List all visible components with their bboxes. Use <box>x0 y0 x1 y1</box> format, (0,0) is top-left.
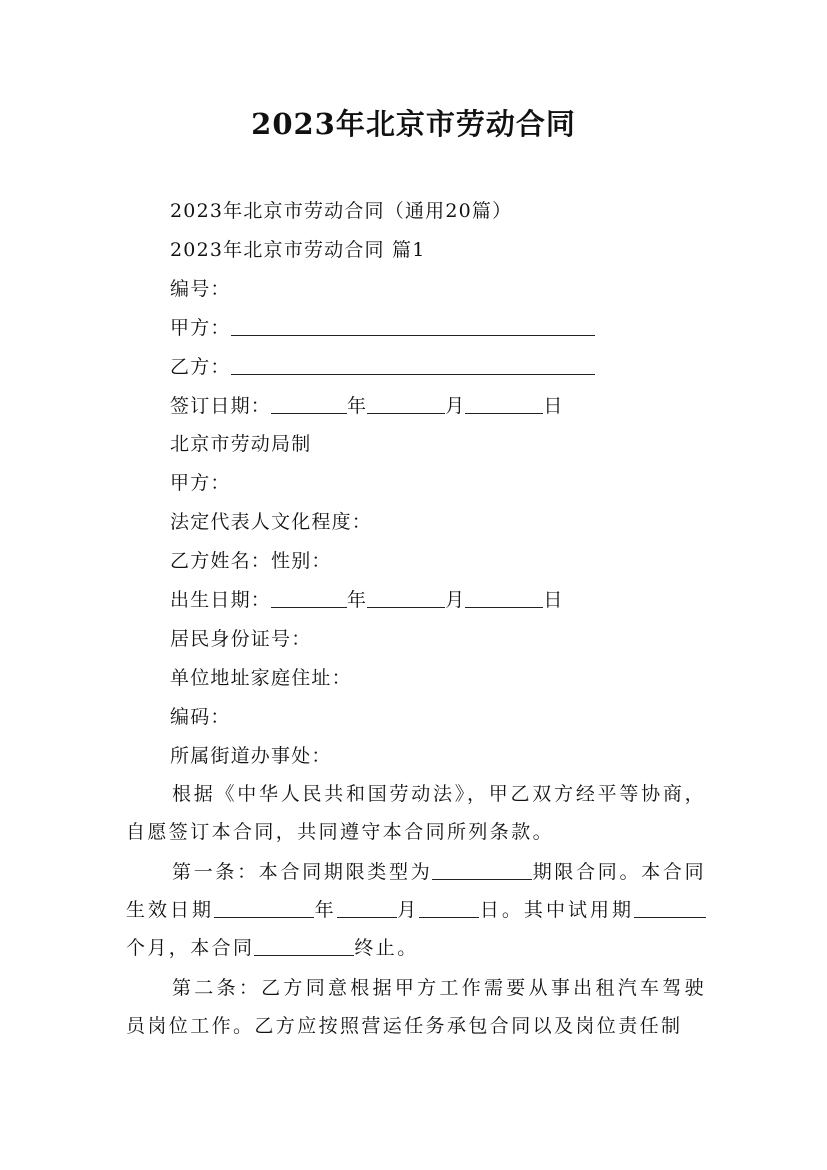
birth-year-text: 年 <box>347 589 368 611</box>
art1-day-blank <box>419 899 479 918</box>
legal-representative: 法定代表人文化程度： <box>170 511 373 533</box>
party-a-label-2: 甲方： <box>170 472 231 494</box>
birth-date-line <box>170 587 564 613</box>
sign-month-text: 月 <box>445 395 466 417</box>
party-b-label: 乙方： <box>170 356 231 378</box>
birth-day-blank <box>465 589 543 608</box>
subtitle: 2023年北京市劳动合同（通用20篇） <box>170 200 513 222</box>
art1-month-blank <box>337 899 397 918</box>
number-label: 编号： <box>170 278 231 300</box>
article-2-paragraph: 第二条：乙方同意根据甲方工作需要从事出租汽车驾驶员岗位工作。乙方应按照营运任务承包合同以及岗位责任制 <box>126 977 706 1037</box>
party-b-name-gender: 乙方姓名：性别： <box>170 550 332 572</box>
art1-part5: 日。其中试用期 <box>479 899 634 921</box>
art1-part3: 年 <box>314 899 337 921</box>
art1-part4: 月 <box>396 899 420 921</box>
party-b-blank <box>231 356 595 375</box>
art1-part7: 终止。 <box>354 937 419 959</box>
issuer: 北京市劳动局制 <box>170 433 312 455</box>
birth-month-blank <box>367 589 445 608</box>
art1-type-blank <box>432 861 532 880</box>
sign-day-text: 日 <box>543 395 564 417</box>
address-label: 单位地址家庭住址： <box>170 667 352 689</box>
birth-day-text: 日 <box>543 589 564 611</box>
birth-year-blank <box>271 589 347 608</box>
chapter-heading: 2023年北京市劳动合同 篇1 <box>170 239 426 261</box>
art1-part1: 第一条：本合同期限类型为 <box>172 861 433 883</box>
postcode-label: 编码： <box>170 706 231 728</box>
sign-month-blank <box>367 395 445 414</box>
sign-date-label: 签订日期： <box>170 395 272 417</box>
birth-month-text: 月 <box>445 589 466 611</box>
party-a-label: 甲方： <box>170 317 231 339</box>
art1-part2: 期限合同。本合同生效日期 <box>126 861 707 921</box>
sign-year-blank <box>271 395 347 414</box>
art1-end-blank <box>254 937 354 956</box>
birth-date-label: 出生日期： <box>170 589 272 611</box>
sign-date-line <box>170 393 564 419</box>
art1-part6: 个月，本合同 <box>126 937 255 959</box>
id-number-label: 居民身份证号： <box>170 628 312 650</box>
subdistrict-label: 所属街道办事处： <box>170 745 332 767</box>
document-title: 2023年北京市劳动合同 <box>251 107 576 141</box>
article-1-paragraph <box>126 853 706 967</box>
art1-probation-blank <box>634 899 706 918</box>
sign-day-blank <box>465 395 543 414</box>
intro-paragraph: 根据《中华人民共和国劳动法》，甲乙双方经平等协商，自愿签订本合同，共同遵守本合同所列条款。 <box>126 783 706 843</box>
sign-year-text: 年 <box>347 395 368 417</box>
art1-year-blank <box>214 899 314 918</box>
party-b-line <box>170 354 595 380</box>
party-a-blank <box>231 317 595 336</box>
party-a-line <box>170 315 595 341</box>
